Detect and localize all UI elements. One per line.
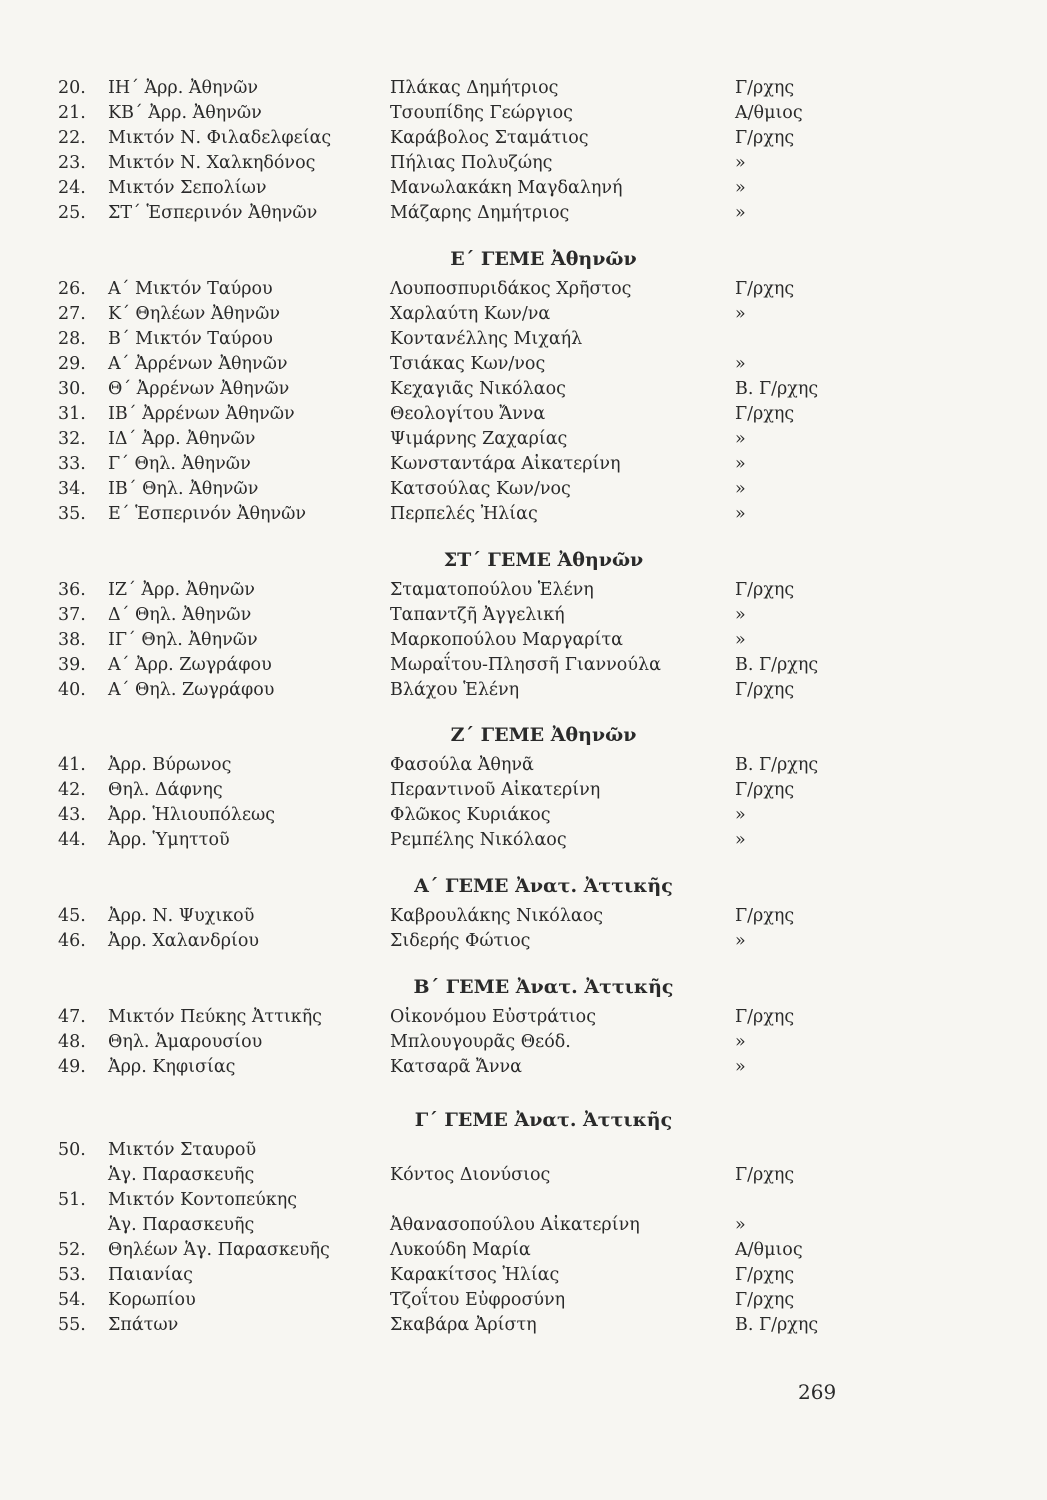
position-title: »: [735, 304, 746, 324]
school-name: Γ΄ Θηλ. Ἀθηνῶν: [108, 454, 251, 474]
row-number: 34.: [58, 479, 86, 499]
school-name: ΙΓ΄ Θηλ. Ἀθηνῶν: [108, 630, 258, 650]
list-row: [0, 753, 1047, 778]
row-number: 52.: [58, 1240, 86, 1260]
list-row: [0, 1263, 1047, 1288]
section-heading: Ε΄ ΓΕΜΕ Ἀθηνῶν: [450, 248, 637, 270]
person-name: Βλάχου Ἑλένη: [390, 680, 520, 700]
list-row: [0, 1163, 1047, 1188]
section-e-geme: [0, 241, 1047, 527]
row-number: 36.: [58, 580, 86, 600]
row-number: 26.: [58, 279, 86, 299]
person-name: Μανωλακάκη Μαγδαληνή: [390, 178, 623, 198]
row-number: 42.: [58, 780, 86, 800]
person-name: Καρακίτσος Ἠλίας: [390, 1265, 560, 1285]
person-name: Ταπαντζῆ Ἀγγελική: [390, 605, 565, 625]
position-title: »: [735, 630, 746, 650]
row-number: 21.: [58, 103, 86, 123]
list-row: [0, 803, 1047, 828]
list-row: [0, 352, 1047, 377]
row-number: 45.: [58, 906, 86, 926]
row-number: 55.: [58, 1315, 86, 1335]
position-title: Γ/ρχης: [735, 279, 795, 299]
person-name: Σκαβάρα Ἀρίστη: [390, 1315, 537, 1335]
school-name: Θηλ. Ἀμαρουσίου: [108, 1032, 263, 1052]
school-name: ΙΒ΄ Θηλ. Ἀθηνῶν: [108, 479, 259, 499]
school-name: ΙΒ΄ Ἀρρένων Ἀθηνῶν: [108, 404, 295, 424]
school-name: ΙΖ΄ Ἀρρ. Ἀθηνῶν: [108, 580, 255, 600]
section-b-geme-anat: [0, 969, 1047, 1080]
school-name: Ἀρρ. Ν. Ψυχικοῦ: [108, 906, 255, 926]
person-name: Φλῶκος Κυριάκος: [390, 805, 551, 825]
section-heading: Ζ΄ ΓΕΜΕ Ἀθηνῶν: [450, 724, 637, 746]
position-title: Α/θμιος: [735, 1240, 803, 1260]
person-name: Τσουπίδης Γεώργιος: [390, 103, 573, 123]
row-number: 41.: [58, 755, 86, 775]
person-name: Σιδερής Φώτιος: [390, 931, 531, 951]
position-title: Β. Γ/ρχης: [735, 655, 819, 675]
list-row: [0, 1188, 1047, 1213]
position-title: »: [735, 454, 746, 474]
section-heading: Β΄ ΓΕΜΕ Ἀνατ. Ἀττικῆς: [413, 976, 674, 998]
person-name: Κόντος Διονύσιος: [390, 1165, 551, 1185]
person-name: Χαρλαύτη Κων/να: [390, 304, 551, 324]
person-name: Περπελές Ἠλίας: [390, 504, 538, 524]
list-row: [0, 904, 1047, 929]
row-number: 48.: [58, 1032, 86, 1052]
school-name: Μικτόν Σταυροῦ: [108, 1140, 257, 1160]
person-name: Τσιάκας Κων/νος: [390, 354, 546, 374]
person-name: Μάζαρης Δημήτριος: [390, 203, 570, 223]
school-name: ΙΔ΄ Ἀρρ. Ἀθηνῶν: [108, 429, 256, 449]
position-title: »: [735, 931, 746, 951]
school-name: Μικτόν Ν. Χαλκηδόνος: [108, 153, 316, 173]
school-name: Ἁγ. Παρασκευῆς: [108, 1215, 255, 1235]
list-row: [0, 1055, 1047, 1080]
person-name: Καβρουλάκης Νικόλαος: [390, 906, 604, 926]
row-number: 25.: [58, 203, 86, 223]
row-number: 51.: [58, 1190, 86, 1210]
school-name: Μικτόν Σεπολίων: [108, 178, 267, 198]
position-title: »: [735, 504, 746, 524]
row-number: 20.: [58, 78, 86, 98]
person-name: Περαντινοῦ Αἰκατερίνη: [390, 780, 601, 800]
row-number: 54.: [58, 1290, 86, 1310]
position-title: »: [735, 1057, 746, 1077]
section-st-geme: [0, 542, 1047, 703]
position-title: »: [735, 805, 746, 825]
person-name: Κατσούλας Κων/νος: [390, 479, 571, 499]
school-name: Σπάτων: [108, 1315, 179, 1335]
position-title: »: [735, 429, 746, 449]
list-row: [0, 76, 1047, 101]
person-name: Μωραΐτου-Πλησσῆ Γιαννούλα: [390, 655, 661, 675]
row-number: 29.: [58, 354, 86, 374]
position-title: »: [735, 830, 746, 850]
list-row: [0, 653, 1047, 678]
section-top: [0, 76, 1047, 226]
list-row: [0, 1313, 1047, 1338]
position-title: Β. Γ/ρχης: [735, 379, 819, 399]
row-number: 32.: [58, 429, 86, 449]
position-title: Γ/ρχης: [735, 780, 795, 800]
row-number: 44.: [58, 830, 86, 850]
school-name: Ἀρρ. Βύρωνος: [108, 755, 232, 775]
school-name: Α΄ Μικτόν Ταύρου: [108, 279, 273, 299]
school-name: Παιανίας: [108, 1265, 193, 1285]
position-title: Α/θμιος: [735, 103, 803, 123]
list-row: [0, 151, 1047, 176]
list-row: [0, 1005, 1047, 1030]
position-title: »: [735, 203, 746, 223]
position-title: »: [735, 153, 746, 173]
position-title: Γ/ρχης: [735, 1007, 795, 1027]
person-name: Θεολογίτου Ἄννα: [390, 404, 546, 424]
person-name: Ψιμάρνης Ζαχαρίας: [390, 429, 568, 449]
position-title: »: [735, 1215, 746, 1235]
row-number: 23.: [58, 153, 86, 173]
list-row: [0, 101, 1047, 126]
position-title: »: [735, 1032, 746, 1052]
position-title: »: [735, 178, 746, 198]
school-name: Α΄ Ἀρρ. Ζωγράφου: [108, 655, 272, 675]
list-row: [0, 678, 1047, 703]
position-title: Γ/ρχης: [735, 580, 795, 600]
row-number: 30.: [58, 379, 86, 399]
position-title: Γ/ρχης: [735, 1165, 795, 1185]
school-name: Θηλέων Ἁγ. Παρασκευῆς: [108, 1240, 330, 1260]
row-number: 35.: [58, 504, 86, 524]
row-number: 39.: [58, 655, 86, 675]
section-g-geme-anat: [0, 1102, 1047, 1338]
list-row: [0, 578, 1047, 603]
position-title: Β. Γ/ρχης: [735, 1315, 819, 1335]
school-name: Ε΄ Ἑσπερινόν Ἀθηνῶν: [108, 504, 307, 524]
person-name: Μαρκοπούλου Μαργαρίτα: [390, 630, 623, 650]
school-name: Ἀρρ. Ὑμηττοῦ: [108, 830, 230, 850]
position-title: »: [735, 605, 746, 625]
list-row: [0, 327, 1047, 352]
position-title: Γ/ρχης: [735, 1290, 795, 1310]
person-name: Τζοΐτου Εὐφροσύνη: [390, 1290, 566, 1310]
list-row: [0, 828, 1047, 853]
list-row: [0, 302, 1047, 327]
row-number: 22.: [58, 128, 86, 148]
school-name: Ἀρρ. Κηφισίας: [108, 1057, 236, 1077]
row-number: 50.: [58, 1140, 86, 1160]
list-row: [0, 1238, 1047, 1263]
row-number: 47.: [58, 1007, 86, 1027]
list-row: [0, 402, 1047, 427]
person-name: Ἀθανασοπούλου Αἰκατερίνη: [390, 1215, 640, 1235]
list-row: [0, 201, 1047, 226]
person-name: Κωνσταντάρα Αἰκατερίνη: [390, 454, 621, 474]
school-name: Θ΄ Ἀρρένων Ἀθηνῶν: [108, 379, 290, 399]
list-row: [0, 1138, 1047, 1163]
person-name: Λυκούδη Μαρία: [390, 1240, 531, 1260]
row-number: 53.: [58, 1265, 86, 1285]
position-title: Γ/ρχης: [735, 128, 795, 148]
position-title: Γ/ρχης: [735, 906, 795, 926]
person-name: Πλάκας Δημήτριος: [390, 78, 559, 98]
section-z-geme: [0, 717, 1047, 853]
school-name: ΚΒ΄ Ἀρρ. Ἀθηνῶν: [108, 103, 262, 123]
row-number: 27.: [58, 304, 86, 324]
school-name: Ἁγ. Παρασκευῆς: [108, 1165, 255, 1185]
school-name: Μικτόν Ν. Φιλαδελφείας: [108, 128, 332, 148]
list-row: [0, 1213, 1047, 1238]
school-name: Ἀρρ. Χαλανδρίου: [108, 931, 260, 951]
page-number: 269: [798, 1380, 837, 1404]
list-row: [0, 929, 1047, 954]
school-name: Α΄ Ἀρρένων Ἀθηνῶν: [108, 354, 288, 374]
list-row: [0, 377, 1047, 402]
section-heading: Α΄ ΓΕΜΕ Ἀνατ. Ἀττικῆς: [414, 875, 673, 897]
list-row: [0, 176, 1047, 201]
position-title: »: [735, 354, 746, 374]
position-title: Γ/ρχης: [735, 404, 795, 424]
row-number: 33.: [58, 454, 86, 474]
person-name: Λουποσπυριδάκος Χρῆστος: [390, 279, 632, 299]
position-title: Β. Γ/ρχης: [735, 755, 819, 775]
school-name: ΣΤ΄ Ἑσπερινόν Ἀθηνῶν: [108, 203, 318, 223]
row-number: 43.: [58, 805, 86, 825]
row-number: 46.: [58, 931, 86, 951]
row-number: 37.: [58, 605, 86, 625]
school-name: Μικτόν Πεύκης Ἀττικῆς: [108, 1007, 322, 1027]
list-row: [0, 277, 1047, 302]
school-name: Μικτόν Κοντοπεύκης: [108, 1190, 298, 1210]
row-number: 31.: [58, 404, 86, 424]
school-name: ΙΗ΄ Ἀρρ. Ἀθηνῶν: [108, 78, 259, 98]
row-number: 40.: [58, 680, 86, 700]
section-a-geme-anat: [0, 868, 1047, 954]
person-name: Κοντανέλλης Μιχαήλ: [390, 329, 583, 349]
row-number: 28.: [58, 329, 86, 349]
list-row: [0, 778, 1047, 803]
position-title: »: [735, 479, 746, 499]
list-row: [0, 628, 1047, 653]
list-row: [0, 126, 1047, 151]
school-name: Α΄ Θηλ. Ζωγράφου: [108, 680, 275, 700]
school-name: Δ΄ Θηλ. Ἀθηνῶν: [108, 605, 252, 625]
list-row: [0, 603, 1047, 628]
person-name: Ρεμπέλης Νικόλαος: [390, 830, 567, 850]
row-number: 49.: [58, 1057, 86, 1077]
school-name: Θηλ. Δάφνης: [108, 780, 223, 800]
section-heading: ΣΤ΄ ΓΕΜΕ Ἀθηνῶν: [443, 549, 644, 571]
section-heading: Γ΄ ΓΕΜΕ Ἀνατ. Ἀττικῆς: [414, 1109, 673, 1131]
school-name: Κ΄ Θηλέων Ἀθηνῶν: [108, 304, 281, 324]
school-name: Κορωπίου: [108, 1290, 196, 1310]
position-title: Γ/ρχης: [735, 1265, 795, 1285]
list-row: [0, 452, 1047, 477]
person-name: Κατσαρᾶ Ἄννα: [390, 1057, 522, 1077]
list-row: [0, 1030, 1047, 1055]
person-name: Πήλιας Πολυζώης: [390, 153, 553, 173]
list-row: [0, 502, 1047, 527]
row-number: 24.: [58, 178, 86, 198]
school-name: Ἀρρ. Ἡλιουπόλεως: [108, 805, 276, 825]
position-title: Γ/ρχης: [735, 78, 795, 98]
row-number: 38.: [58, 630, 86, 650]
person-name: Φασούλα Ἀθηνᾶ: [390, 755, 534, 775]
person-name: Μπλουγουρᾶς Θεόδ.: [390, 1032, 571, 1052]
list-row: [0, 477, 1047, 502]
school-name: Β΄ Μικτόν Ταύρου: [108, 329, 273, 349]
person-name: Καράβολος Σταμάτιος: [390, 128, 589, 148]
list-row: [0, 427, 1047, 452]
person-name: Οἰκονόμου Εὐστράτιος: [390, 1007, 596, 1027]
person-name: Σταματοπούλου Ἑλένη: [390, 580, 594, 600]
position-title: Γ/ρχης: [735, 680, 795, 700]
person-name: Κεχαγιᾶς Νικόλαος: [390, 379, 566, 399]
list-row: [0, 1288, 1047, 1313]
